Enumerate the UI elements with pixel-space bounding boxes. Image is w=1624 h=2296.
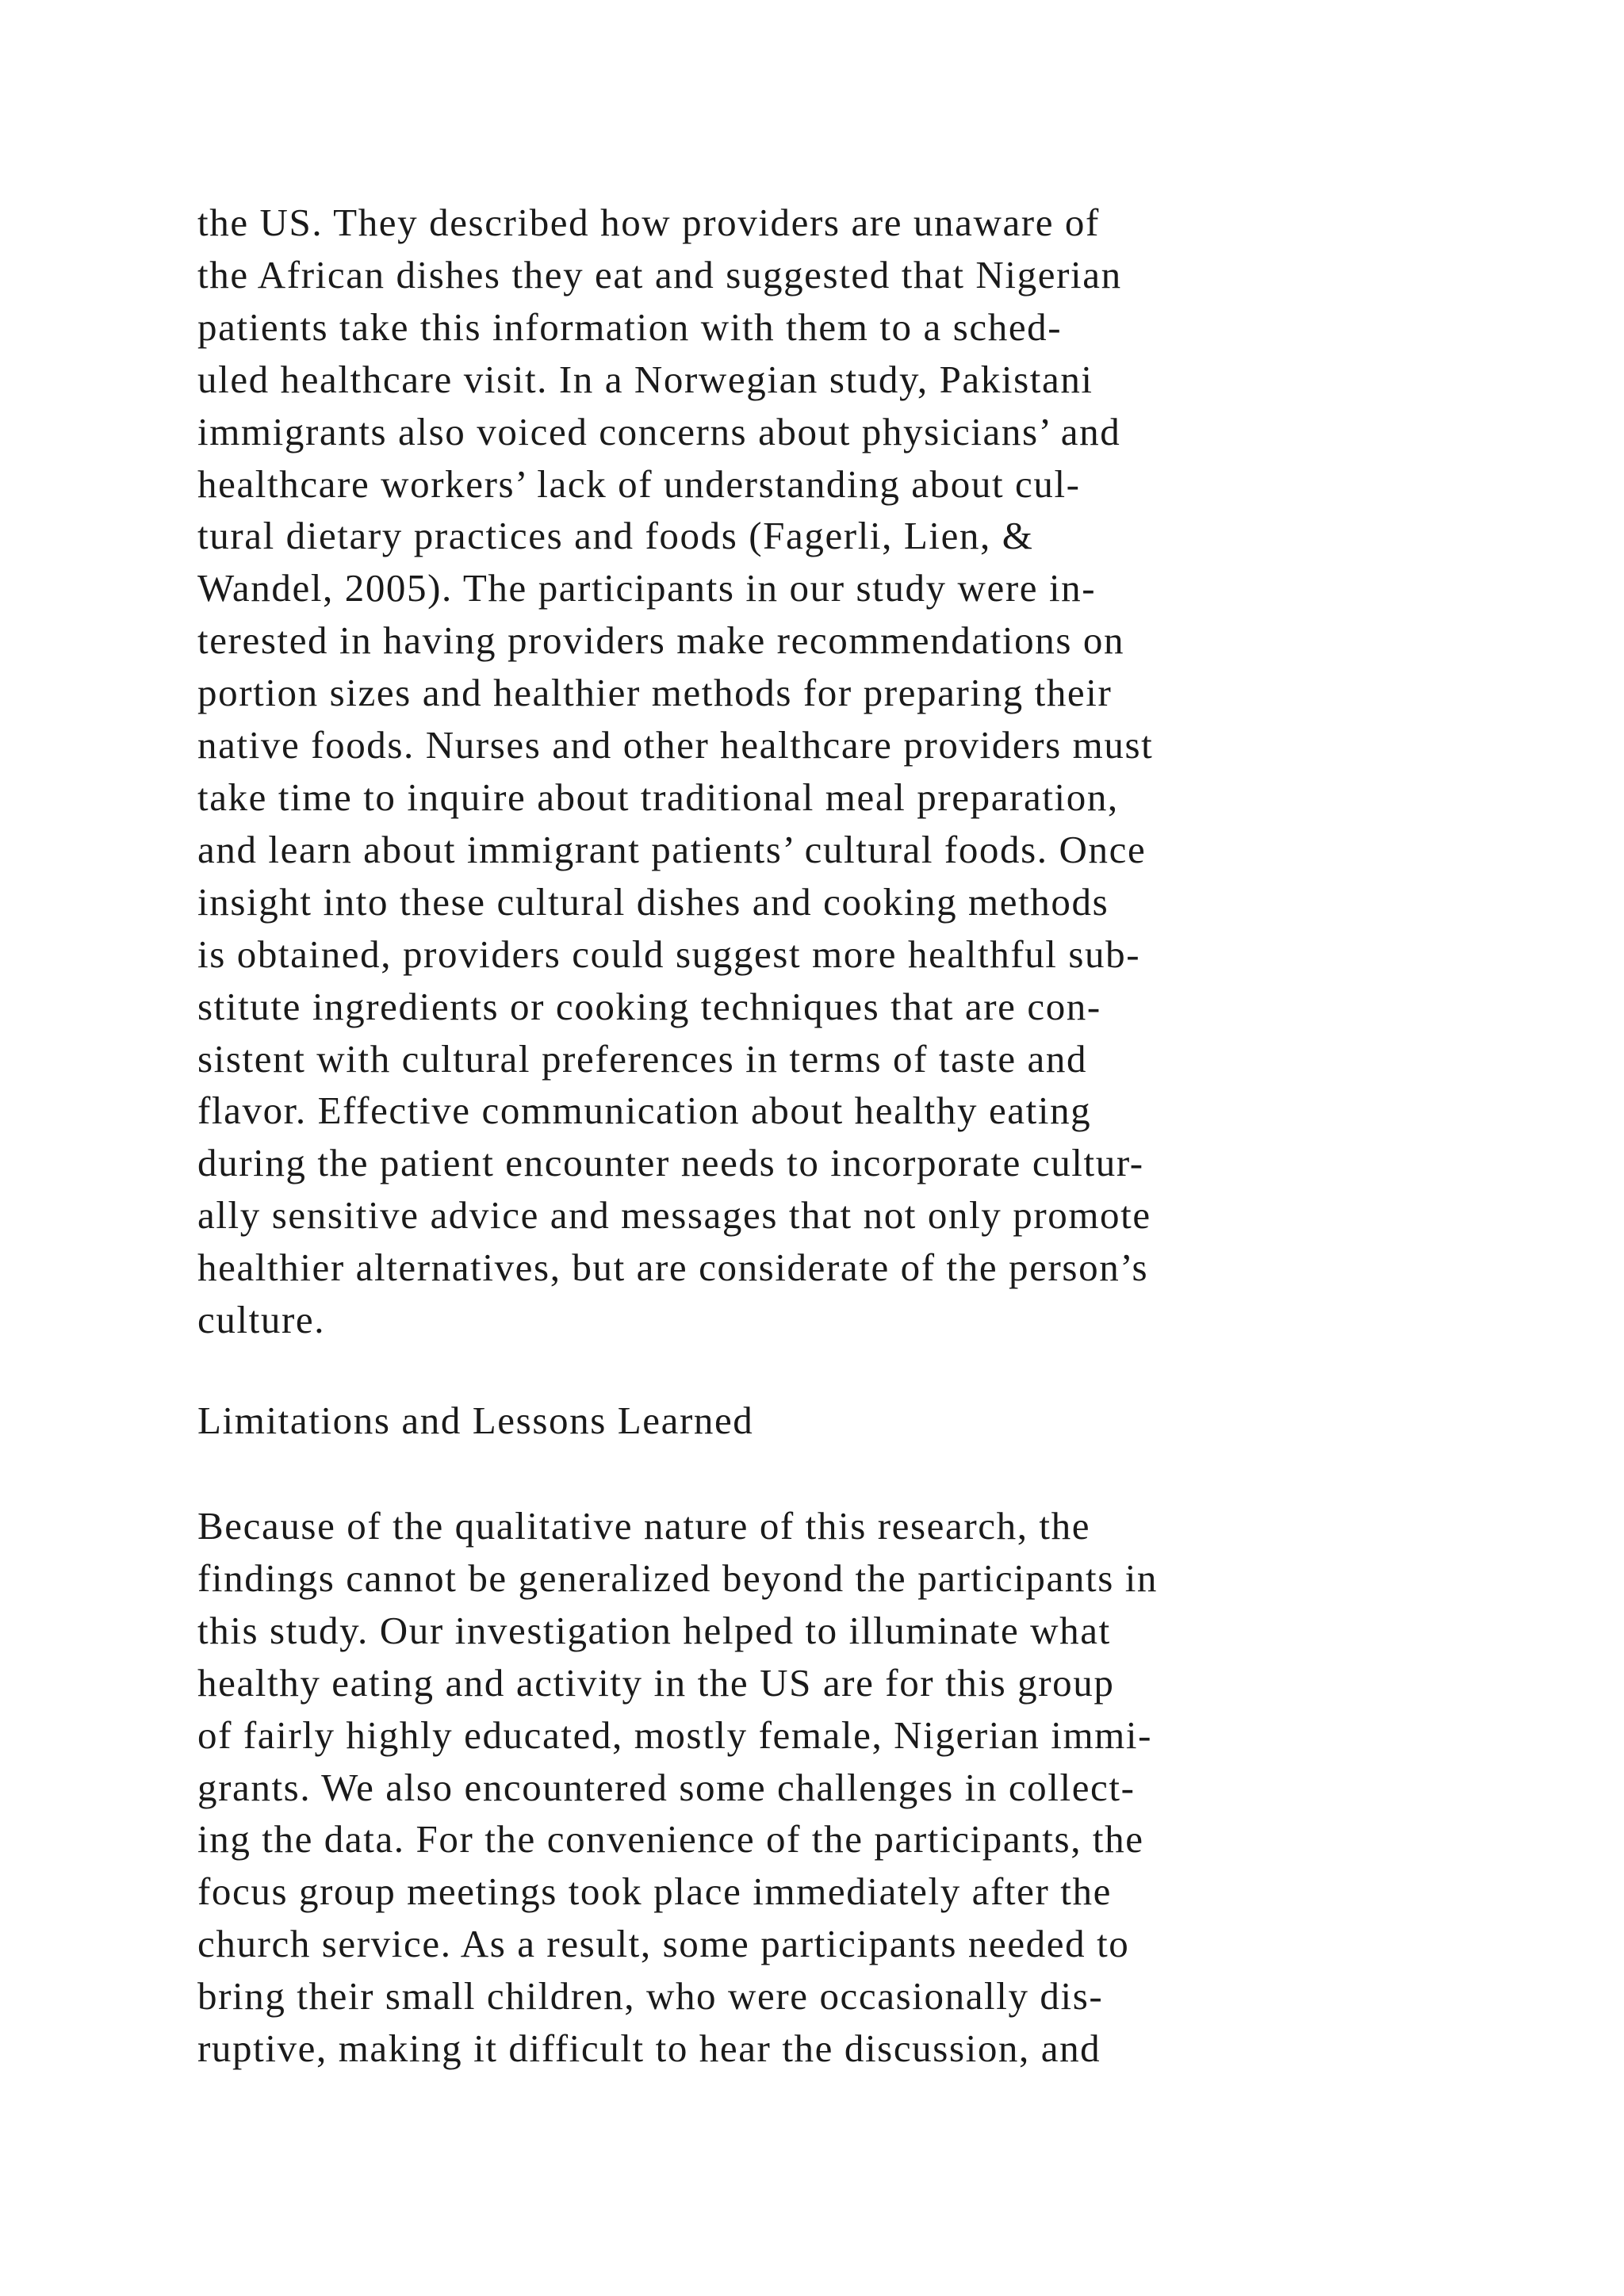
text-line: focus group meetings took place immediately after the (197, 1869, 1112, 1914)
text-line: healthcare workers’ lack of understanding about cul- (197, 461, 1081, 506)
text-line: church service. As a result, some participants needed to (197, 1922, 1130, 1966)
text-line: of fairly highly educated, mostly female, Nigerian immi- (197, 1712, 1153, 1757)
text-line: immigrants also voiced concerns about physicians’ and (197, 409, 1121, 453)
text-line: flavor. Effective communication about healthy eating (197, 1089, 1092, 1133)
text-line: sistent with cultural preferences in terms of taste and (197, 1036, 1088, 1081)
text-line: the US. They described how providers are unaware of (197, 201, 1100, 244)
section-heading (197, 1395, 1545, 1447)
text-line: take time to inquire about traditional meal preparation, (197, 775, 1119, 819)
text-line: ruptive, making it difficult to hear the discussion, and (197, 2026, 1101, 2071)
body-paragraph-1 (197, 197, 1545, 1346)
text-line: during the patient encounter needs to incorporate cultur- (197, 1141, 1144, 1185)
text-line: tural dietary practices and foods (Fagerli, Lien, & (197, 514, 1034, 558)
text-line: this study. Our investigation helped to illuminate what (197, 1608, 1111, 1652)
text-line: healthy eating and activity in the US are for this group (197, 1660, 1115, 1705)
text-line: Wandel, 2005). The participants in our study were in- (197, 566, 1097, 610)
text-line: and learn about immigrant patients’ cultural foods. Once (197, 827, 1147, 871)
text-line: stitute ingredients or cooking techniques that are con- (197, 984, 1101, 1028)
text-line: ally sensitive advice and messages that not only promote (197, 1193, 1151, 1238)
body-paragraph-2 (197, 1500, 1545, 2075)
text-line: ing the data. For the convenience of the participants, the (197, 1817, 1144, 1862)
text-line: culture. (197, 1298, 326, 1342)
text-line: the African dishes they eat and suggested that Nigerian (197, 252, 1122, 297)
text-line: grants. We also encountered some challenges in collect- (197, 1765, 1136, 1809)
text-line: findings cannot be generalized beyond the participants in (197, 1556, 1159, 1600)
text-line: bring their small children, who were occasionally dis- (197, 1974, 1104, 2019)
text-line: Because of the qualitative nature of this research, the (197, 1504, 1091, 1548)
text-line: uled healthcare visit. In a Norwegian study, Pakistani (197, 357, 1094, 401)
text-line: patients take this information with them to a sched- (197, 304, 1063, 349)
text-line: is obtained, providers could suggest more healthful sub- (197, 932, 1141, 976)
text-line: healthier alternatives, but are considerate of the person’s (197, 1246, 1149, 1290)
text-line: terested in having providers make recommendations on (197, 618, 1125, 663)
text-line: portion sizes and healthier methods for preparing their (197, 671, 1113, 715)
section-heading-text: Limitations and Lessons Learned (197, 1399, 754, 1442)
text-line: insight into these cultural dishes and cooking methods (197, 879, 1109, 924)
text-line: native foods. Nurses and other healthcare providers must (197, 723, 1154, 767)
